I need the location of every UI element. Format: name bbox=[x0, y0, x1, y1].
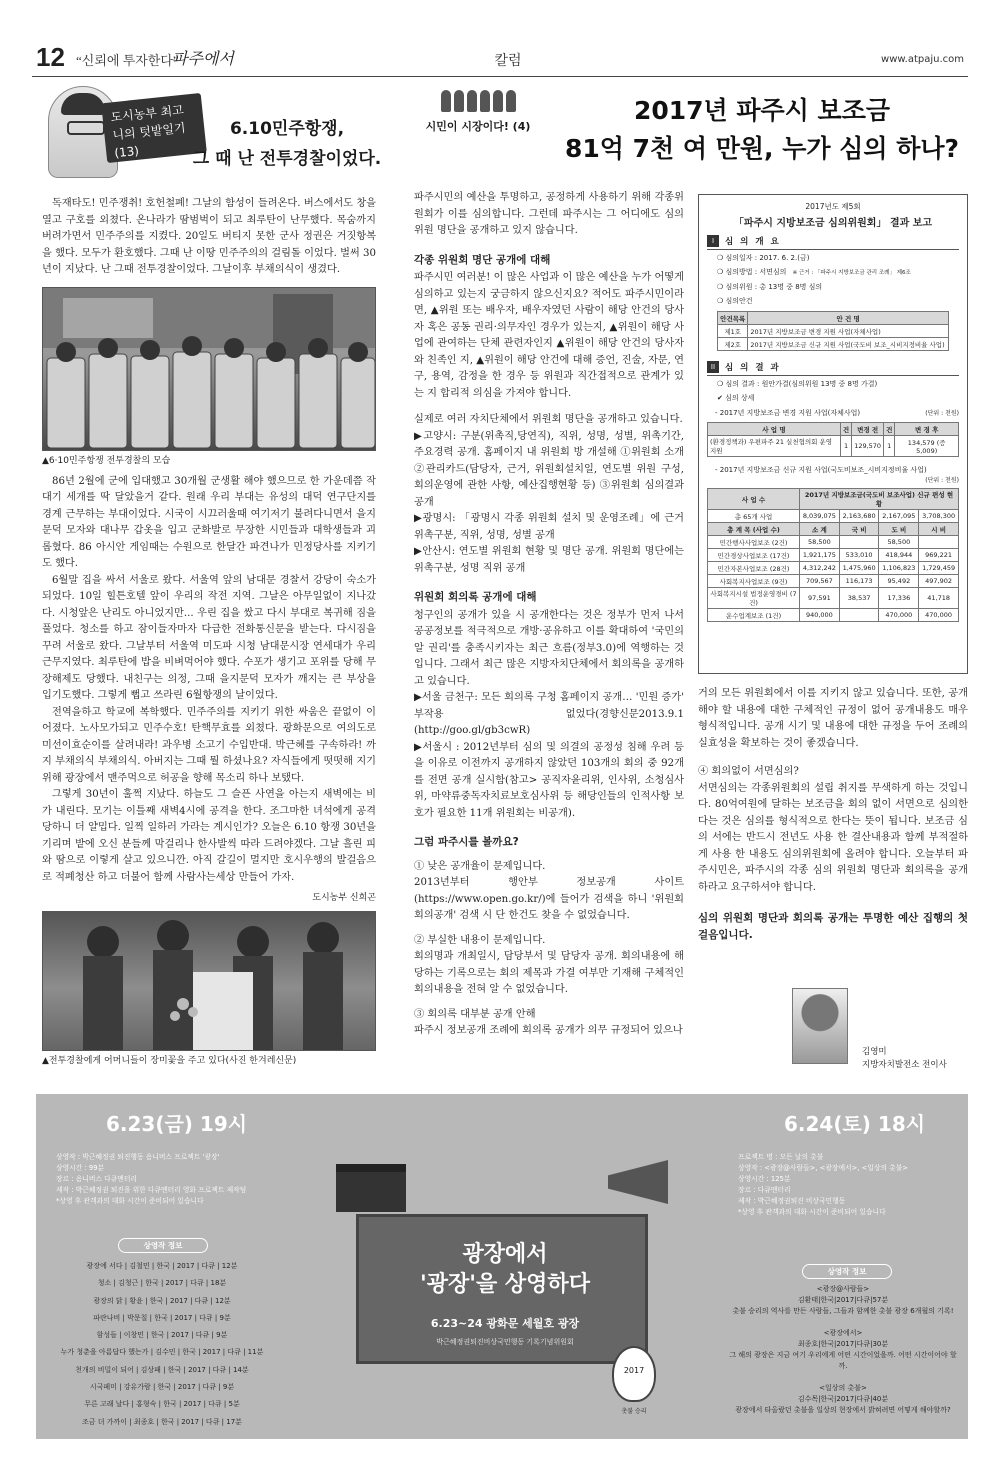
mothers-roses-graphic bbox=[43, 912, 376, 1051]
banner-list-item: *상영 후 관객과의 대화 시간이 준비되어 있습니다 bbox=[56, 1197, 204, 1205]
sub-header-row bbox=[708, 523, 959, 536]
banner-list-item: 김수목|한국|2017|다큐|40분 bbox=[797, 1395, 889, 1403]
review-method-note: ※ 근거 : 「파주시 지방보조금 관리 조례」 제6조 bbox=[792, 270, 911, 276]
paper-name-logo: 파주에서 bbox=[172, 49, 234, 68]
subsidy-row-cell: 116,173 bbox=[839, 575, 879, 588]
change-table-header: 건 bbox=[884, 423, 895, 436]
point-3-title: ③ 회의록 대부분 공개 안해 bbox=[414, 1008, 536, 1020]
main-headline-line-1: 2017년 파주시 보조금 bbox=[633, 96, 891, 125]
subsidy-row bbox=[708, 549, 959, 562]
banner-list-item: 광장에서 타올랐던 촛불을 일상의 현장에서 밝혀려면 어떻게 해야할까? bbox=[735, 1406, 951, 1414]
subsidy-row-cell: 95,492 bbox=[879, 575, 919, 588]
table-1-title bbox=[715, 408, 959, 418]
example-goyang: ▶고양시: 구분(위촉직,당연직), 직위, 성명, 성별, 위촉기간, 주요경력 공개. 홈페이지 내 위원회 방 개설해 ①위원회 소개 ②관리카드(담당자, 근거, 위원회설치일, 연도별 위원 구성, 회의운영에 관한 사항, 예산집행현황 등) ③위원회 심의결과 공개 bbox=[414, 430, 684, 508]
review-items: ❍ 심의안건 bbox=[717, 297, 753, 305]
sub-header-row-cell: 총 계 목 (사업 수) bbox=[708, 523, 800, 536]
conclusion: 심의 위원회 명단과 회의록 공개는 투명한 예산 집행의 첫걸음입니다. bbox=[698, 912, 968, 941]
agenda-cell: 2017년 지방보조금 변경 지원 사업(자체사업) bbox=[748, 325, 949, 338]
subsidy-row-cell: 533,010 bbox=[839, 549, 879, 562]
subsidy-row-cell: 민간경상사업보조 (17건) bbox=[708, 549, 800, 562]
column-header bbox=[42, 86, 382, 196]
subsidy-row-cell: 58,500 bbox=[879, 536, 919, 549]
total-row-cell: 3,708,300 bbox=[919, 510, 959, 523]
left-paragraph-3: 6월말 집을 싸서 서울로 왔다. 서울역 앞의 남대문 경찰서 강당이 숙소가 되었다. 10일 힐튼호텔 앞이 우리의 작전 지역. 그날은 아무일없이 지나갔다. 시청앞은 난리도 아니었지만... 우린 집을 쌌고 다시 부대로 복귀해 짐을 풀었다. 청소를 하고 잠이들자마자 다급한 전화통신문을 받는다. 다시짐을 꾸려 서울로 왔다. 그날부터 서울역 미도파 시청 남대문시장 연세대가 우리 근무지였다. 최루탄에 밥을 비벼먹어야 했다. 수포가 생기고 포위를 당해 무장해제도 당했다. 내친구는 의정, 그때 을지문덕 모자가 깨지는 큰 부상을 입기도했다. 그렇게 뻡고 쓰라린 6월항쟁의 날이었다. bbox=[42, 574, 376, 701]
subsidy-row-cell: 97,591 bbox=[800, 588, 840, 609]
subsidy-row-cell: 4,312,242 bbox=[800, 562, 840, 575]
banner-list-item: <일상의 촛불> bbox=[819, 1384, 867, 1392]
subsidy-row-cell bbox=[839, 609, 879, 622]
table-1-title-text: - 2017년 지방보조금 변경 지원 사업(자체사업) bbox=[715, 409, 861, 417]
sub-header-row-cell: 도 비 bbox=[879, 523, 919, 536]
subsidy-row-cell: 사회복지시설 법정운영경비 (7건) bbox=[708, 588, 800, 609]
series-badge bbox=[418, 90, 538, 144]
change-table-header: 변 경 후 bbox=[895, 423, 959, 436]
review-members: ❍ 심의위원 : 총 13명 중 8명 심의 bbox=[717, 283, 823, 291]
banner-list-item: 광장의 닭 | 황윤 | 한국 | 2017 | 다큐 | 12분 bbox=[93, 1296, 231, 1305]
change-table-cell: 129,570 bbox=[852, 436, 884, 457]
change-table-cell: 134,579 (증 5,009) bbox=[895, 436, 959, 457]
subhead-minutes: 위원회 회의록 공개에 대해 bbox=[414, 591, 537, 603]
minutes-text: 청구인의 공개가 있을 시 공개한다는 것은 정부가 먼저 나서 공공정보를 적극적으로 개방·공유하고 이를 확대하여 '국민의 알 권리'를 충족시키자는 최근 흐름(정부3.0)에 역행하는 것입니다. 그래서 최근 많은 지방자치단체에서 회의록을 공개하고 있습니다. bbox=[414, 609, 684, 687]
banner-center bbox=[336, 1124, 668, 1424]
site-url: www.atpaju.com bbox=[881, 54, 964, 65]
left-headline-line-1: 6.10민주항쟁, bbox=[229, 119, 345, 139]
main-article-column-1 bbox=[414, 190, 684, 1040]
series-tag: 도시농부 최고니의 텃밭일기 (13) bbox=[101, 93, 207, 163]
subsidy-row-cell: 709,567 bbox=[800, 575, 840, 588]
section-2-number: II bbox=[707, 361, 719, 373]
banner-list-item: 파란나비 | 박문칠 | 한국 | 2017 | 다큐 | 9분 bbox=[93, 1313, 231, 1322]
mothers-roses-photo bbox=[42, 911, 376, 1051]
citizens-icon bbox=[418, 90, 538, 114]
point-3-text: 파주시 정보공개 조례에 회의록 공개가 의무 규정되어 있으나 bbox=[414, 1025, 683, 1036]
banner-list-item bbox=[728, 1372, 958, 1383]
banner-organizer: 박근혜정권퇴진비상국민행동 기록기념위원회 bbox=[436, 1338, 574, 1346]
subsidy-row-cell: 사회복지사업보조 (9건) bbox=[708, 575, 800, 588]
left-byline: 도시농부 신희곤 bbox=[312, 893, 376, 903]
agenda-cell: 제1호 bbox=[718, 325, 748, 338]
agenda-row bbox=[718, 325, 949, 338]
banner-list-item: 촛불 승리의 역사를 만든 사람들, 그들과 함께한 촛불 광장 6개월의 기록! bbox=[732, 1307, 954, 1315]
riot-shields-graphic bbox=[43, 288, 376, 451]
banner-list-item: 청소 | 김청근 | 한국 | 2017 | 다큐 | 18분 bbox=[97, 1279, 227, 1288]
subsidy-row bbox=[708, 536, 959, 549]
subsidy-row-cell: 38,537 bbox=[839, 588, 879, 609]
table-2-unit: (단위 : 천원) bbox=[925, 477, 959, 484]
header-rule bbox=[32, 76, 968, 77]
review-result: ❍ 심의 결과 : 원안가결(심의위원 13명 중 8명 가결) bbox=[717, 380, 878, 388]
banner-left-info bbox=[56, 1152, 276, 1207]
subsidy-row-cell: 58,500 bbox=[800, 536, 840, 549]
paper-slogan: “신뢰에 투자한다” bbox=[76, 53, 179, 68]
banner-list-item: 장르 : 다큐멘터리 bbox=[738, 1186, 791, 1194]
subsidy-row-cell: 418,944 bbox=[879, 549, 919, 562]
section-1-title: 심 의 개 요 bbox=[725, 237, 781, 247]
subsidy-row bbox=[708, 562, 959, 575]
point-2-text: 회의명과 개최일시, 담당부서 및 담당자 공개. 회의내용에 해당하는 기록으로는 회의 제목과 가결 여부만 기재해 구체적인 회의내용을 전혀 알 수 없었습니다. bbox=[414, 951, 684, 995]
banner-right-list bbox=[728, 1284, 958, 1416]
banner-list-item bbox=[728, 1317, 958, 1328]
change-table-cell: 1 bbox=[884, 436, 895, 457]
banner-list-item: 상영작 : <광장@사람들>, <광장에서>, <일상의 촛불> bbox=[738, 1164, 908, 1172]
review-method-text: ❍ 심의방법 : 서면심의 bbox=[717, 268, 787, 276]
change-table-cell: 1 bbox=[840, 436, 851, 457]
page-number: 12 bbox=[36, 42, 65, 72]
agenda-table bbox=[717, 311, 949, 351]
subsidy-row-cell bbox=[839, 536, 879, 549]
example-geumcheon: ▶서울 금천구: 모든 회의록 구청 홈페이지 공개… '민원 증가' 부작용 없었다(경향신문2013.9.1 (http://goo.gl/gb3cwR) bbox=[414, 692, 684, 736]
subsidy-row-cell: 17,336 bbox=[879, 588, 919, 609]
banner-list-item: 천개의 비밀이 되어 | 김상패 | 한국 | 2017 | 다큐 | 14분 bbox=[75, 1365, 249, 1374]
page-header bbox=[32, 40, 968, 80]
banner-right-list-title: 상영작 정보 bbox=[802, 1264, 892, 1279]
banner-list-item: 누가 청춘을 아름답다 했는가 | 김수민 | 한국 | 2017 | 다큐 | 11분 bbox=[60, 1348, 264, 1357]
left-paragraph-4: 전역을하고 학교에 복학했다. 민주주의를 지키기 위한 싸움은 끝없이 이어졌다. 노사모가되고 민주수호! 탄핵무효를 외쳤다. 광화문으로 여의도로 미선이효순이를 살려내라! 과우병 소고기 수입반대. 박근혜를 구속하라! 까지 부채의식 부채의식. 아버지는 그때 뭘 하셨나요? 자식들에게 떳떳해 지기위해 광장에서 맨주먹으로 허공을 향해 목소리 하나 보탰다. bbox=[42, 706, 376, 784]
agenda-header: 안건목록 bbox=[718, 312, 748, 325]
subsidy-row-cell: 민간자본사업보조 (28건) bbox=[708, 562, 800, 575]
agenda-header: 안 건 명 bbox=[748, 312, 949, 325]
banner-list-item: 조금 더 가까이 | 최종호 | 한국 | 2017 | 다큐 | 17분 bbox=[82, 1417, 242, 1426]
banner-left-date: 6.23(금) 19시 bbox=[106, 1112, 248, 1136]
sub-header-row-cell: 소 계 bbox=[800, 523, 840, 536]
photo-1-caption: ▲6·10민주항쟁 전투경찰의 모습 bbox=[42, 455, 171, 466]
banner-left-list-title: 상영작 정보 bbox=[118, 1238, 208, 1253]
banner-list-item: 제작 : 박근혜정권 퇴진을 위한 다큐멘터리 영화 프로젝트 제작팀 bbox=[56, 1186, 247, 1194]
series-label: 시민이 시장이다! (4) bbox=[425, 120, 531, 133]
subsidy-row-cell: 940,000 bbox=[800, 609, 840, 622]
subsidy-row-cell: 민간행사사업보조 (2건) bbox=[708, 536, 800, 549]
subsidy-row bbox=[708, 588, 959, 609]
banner-list-item: 무른 고래 날다 | 홍형숙 | 한국 | 2017 | 다큐 | 5분 bbox=[84, 1400, 240, 1409]
total-row bbox=[708, 510, 959, 523]
banner-list-item: 함성들 | 이창민 | 한국 | 2017 | 다큐 | 9분 bbox=[96, 1331, 228, 1340]
subhead-paju: 그럼 파주시를 볼까요? bbox=[414, 836, 519, 848]
banner-list-item: 장르 : 옴니버스 다큐멘터리 bbox=[56, 1175, 137, 1183]
example-ansan: ▶안산시: 연도별 위원회 현황 및 명단 공개. 위원회 명단에는 위촉구분, 성명 직위 공개 bbox=[414, 546, 684, 574]
subhead-member-list: 각종 위원회 명단 공개에 대해 bbox=[414, 253, 551, 266]
new-subsidy-table bbox=[707, 488, 959, 622]
section-1-number: I bbox=[707, 235, 719, 247]
riot-police-photo bbox=[42, 287, 376, 451]
subsidy-report-box bbox=[698, 194, 968, 674]
total-row-cell: 2,167,095 bbox=[879, 510, 919, 523]
subsidy-row bbox=[708, 575, 959, 588]
author-photo bbox=[792, 988, 848, 1064]
main-headline bbox=[552, 92, 972, 168]
banner-title-1: 광장에서 bbox=[462, 1242, 548, 1267]
banner-list-item: <광장에서> bbox=[823, 1329, 863, 1337]
change-table-header: 사 업 명 bbox=[708, 423, 841, 436]
banner-screen bbox=[356, 1214, 648, 1364]
main-article-column-2 bbox=[698, 686, 968, 945]
left-headline bbox=[192, 114, 382, 174]
left-headline-line-2: 그 때 난 전투경찰이었다. bbox=[192, 149, 382, 169]
point-1-title: ① 낮은 공개율이 문제입니다. bbox=[414, 860, 546, 872]
report-title: 「파주시 지방보조금 심의위원회」 결과 보고 bbox=[733, 218, 933, 229]
sub-header-row-cell: 국 비 bbox=[839, 523, 879, 536]
section-name: 칼럼 bbox=[494, 53, 522, 69]
point-2-title: ② 부실한 내용이 문제입니다. bbox=[414, 934, 546, 946]
subsidy-row-cell: 470,000 bbox=[919, 609, 959, 622]
subsidy-row-cell: 497,902 bbox=[919, 575, 959, 588]
total-row-cell: 2,163,680 bbox=[839, 510, 879, 523]
table-2-title: - 2017년 지방보조금 신규 지원 사업(국도비보조_시비지정비율 사업) bbox=[715, 466, 927, 474]
left-article bbox=[42, 86, 382, 1068]
left-paragraph-5: 그렇게 30년이 훌쩍 지났다. 하늘도 그 슬픈 사연을 아는지 새벽에는 비가 내린다. 모기는 이틀째 새벽4시에 공격을 한다. 조그마한 녀석에게 공격 당하니 더 얄밉다. 일찍 일하러 가라는 계시인가? 오늘은 6.10 항쟁 30년을 기리며 밭에 오신 분들께 막걸리나 한사발씩 따라 드려야겠다. 그날 흘린 피와 땀으로 이렇게 살고 있으니깐. 아직 갈길이 멀지만 호시우행의 발걸음으로 적폐청산 하고 더불어 함께 사람사는세상 만들어 가자. bbox=[42, 789, 376, 883]
banner-right-info bbox=[738, 1152, 958, 1218]
change-table bbox=[707, 422, 959, 457]
sub-header-row-cell: 시 비 bbox=[919, 523, 959, 536]
candle-mascot-label: 촛불 승리 bbox=[621, 1408, 647, 1415]
photo-2-caption: ▲전투경찰에게 어머니들이 장미꽃을 주고 있다(사진 한겨레신문) bbox=[42, 1056, 297, 1066]
change-table-header: 변경 전 bbox=[852, 423, 884, 436]
author-title: 지방자치발전소 전이사 bbox=[862, 1060, 947, 1070]
left-paragraph-1: 독재타도! 민주쟁취! 호헌철폐! 그날의 함성이 들려온다. 버스에서도 창을 열고 구호를 외쳤다. 온나라가 땀범벅이 되고 최루탄이 난무했다. 목숨까지 버려가면서 민주주의를 지켰다. 20일도 버티지 못한 군사 정권은 거짓항복을 했다. 모두가 환호했다. 그때 난 이땅 민주주의의 걸림돌 이었다. 벌써 30년이 지났다. 난 그때 전투경찰이었다. 그날이후 부채의식이 생겼다. bbox=[42, 198, 376, 275]
author-name: 김영미 bbox=[862, 1047, 887, 1057]
example-gwangmyeong: ▶광명시: 「광명시 각종 위원회 설치 및 운영조례」에 근거 위촉구분, 직위, 성명, 성별 공개 bbox=[414, 513, 684, 541]
megaphone-icon bbox=[608, 1160, 668, 1204]
main-headline-line-2: 81억 7천 여 만원, 누가 심의 하나? bbox=[564, 134, 960, 163]
member-list-text: 파주시민 여러분! 이 많은 사업과 이 많은 예산을 누가 어떻게 심의하고 있는지 궁금하지 않으신지요? 적어도 파주시민이라면, ▲위원 또는 배우자, 배우자였던 사람이 해당 안건의 당사자 혹은 공동 권리·의무자인 경우가 있는지, ▲위원이 해당 사업에 관여하는 단체 관련자인지 ▲위원이 해당 안건의 당사자와 친족인 지, ▲위원이 해당 안건에 대해 증언, 진술, 자문, 연구, 용역, 감정을 한 경우 등 위원과 직간접적으로 관계가 있는 지 합리적 의심을 가져야 합니다. bbox=[414, 272, 684, 399]
banner-list-item: 상영작 : 박근혜정권 퇴진행동 옴니버스 프로젝트 '광장' bbox=[56, 1153, 220, 1161]
point-4-text: 서면심의는 각종위원회의 설립 취지를 무색하게 하는 것입니다. 80억여원에 달하는 보조금을 회의 없이 서면으로 심의한다는 것은 심의를 형식적으로 한다는 뜻이 됩니다. 보조금 심의 서에는 반드시 전년도 사용 한 결산내용과 함께 부적절하게 사용 한 내용도 심의위원회에 올려야 합니다. 오늘부터 파주시민은, 파주시의 각종 심의 위원회 명단과 회의록을 공개 하라고 요구하셔야 합니다. bbox=[698, 782, 968, 893]
report-section-2 bbox=[707, 361, 959, 376]
banner-left-list bbox=[52, 1258, 272, 1431]
subsidy-row-cell: 운수업계보조 (1건) bbox=[708, 609, 800, 622]
subsidy-row-cell bbox=[919, 536, 959, 549]
report-section-1 bbox=[707, 235, 959, 250]
banner-title-2: '광장'을 상영하다 bbox=[420, 1272, 590, 1297]
member-list-text-2: 실제로 여러 자치단체에서 위원회 명단을 공개하고 있습니다. bbox=[414, 414, 683, 425]
t2-header-status: 2017년 지방보조금(국도비 보조사업) 신규 편성 현황 bbox=[800, 489, 959, 510]
intro-paragraph: 파주시민의 예산을 투명하고, 공정하게 사용하기 위해 각종위원회가 이를 심의합니다. 그런데 파주시는 그 어디에도 심의위원 명단을 공개하고 있지 않습니다. bbox=[414, 192, 684, 236]
banner-list-item: 최종호|한국|2017|다큐|30분 bbox=[797, 1340, 889, 1348]
banner-place: 6.23~24 광화문 세월호 광장 bbox=[430, 1317, 580, 1330]
section-2-title: 심 의 결 과 bbox=[725, 363, 781, 373]
banner-list-item: <광장@사람들> bbox=[816, 1285, 870, 1293]
agenda-cell: 제2호 bbox=[718, 338, 748, 351]
banner-list-item: 그 해의 광장은 지금 여기 우리에게 어떤 시간이었을까. 어떤 시간이어야 할까. bbox=[729, 1351, 957, 1370]
point-4-title: ④ 회의없이 서면심의? bbox=[698, 766, 799, 777]
change-table-header: 건 bbox=[840, 423, 851, 436]
point-1-text: 2013년부터 행안부 정보공개 사이트(https://www.open.go.kr/)에 들어가 검색을 하니 '위원회 회의공개' 검색 시 단 한건도 찾을 수 없었습니다. bbox=[414, 877, 684, 921]
subsidy-row-cell: 969,221 bbox=[919, 549, 959, 562]
banner-list-item: 김환태|한국|2017|다큐|57분 bbox=[797, 1296, 889, 1304]
total-row-cell: 8,039,075 bbox=[800, 510, 840, 523]
banner-list-item: 제작 : 박근혜정권퇴진 비상국민행동 bbox=[738, 1197, 846, 1205]
subsidy-row-cell: 1,106,823 bbox=[879, 562, 919, 575]
subsidy-row-cell: 1,729,459 bbox=[919, 562, 959, 575]
review-detail: ✔ 심의 상세 bbox=[717, 394, 755, 402]
example-seoul: ▶서울시 : 2012년부터 심의 및 의결의 공정성 침해 우려 등을 이유로 이전까지 공개하지 않았던 103개의 회의 중 92개를 전면 공개 실시함(참고> 공직자윤리위, 인사위, 소청심사위, 마약류중독자치료보호심사위 등 해당인들의 인적사항 보호가 필요한 11개 위원회는 비공개). bbox=[414, 741, 684, 819]
subsidy-row-cell: 1,475,960 bbox=[839, 562, 879, 575]
banner-list-item: 프로젝트 명 : 모든 날의 촛불 bbox=[738, 1153, 824, 1161]
review-method bbox=[717, 267, 959, 279]
table-1-unit: (단위 : 천원) bbox=[925, 410, 959, 417]
point-3-continued: 거의 모든 위원회에서 이를 지키지 않고 있습니다. 또한, 공개해야 할 내용에 대한 구체적인 규정이 없어 공개내용도 매우 형식적입니다. 공개 시기 및 내용에 대한 규정을 두어 조례의 실효성을 확보하는 것이 좋겠습니다. bbox=[698, 688, 968, 749]
screening-banner bbox=[36, 1094, 968, 1439]
banner-list-item: *상영 후 관객과의 대화 시간이 준비되어 있습니다 bbox=[738, 1208, 886, 1216]
banner-list-item: 시국페미 | 강유가람 | 한국 | 2017 | 다큐 | 9분 bbox=[89, 1383, 235, 1392]
total-row-cell: 총 65개 사업 bbox=[708, 510, 800, 523]
banner-list-item: 상영시간 : 99분 bbox=[56, 1164, 105, 1172]
author-info bbox=[862, 1046, 947, 1072]
banner-list-item: 광장에 서다 | 김철민 | 한국 | 2017 | 다큐 | 12분 bbox=[86, 1262, 238, 1270]
banner-list-item: 상영시간 : 125분 bbox=[738, 1175, 791, 1183]
clapperboard-icon bbox=[336, 1164, 406, 1212]
left-paragraph-2: 86년 2월에 군에 입대했고 30개월 군생활 해야 했으므로 한 가운데쯤 작대기 세개를 딱 달았을거 같다. 원래 우리 부대는 유성의 대덕 연구단지를 경계 근무하는 부대이었다. 시국이 시끄러울때 여기저기 불려다니면서 을지문덕 모자와 대나무 갑옷을 입고 군화발로 무장한 시민들과 대학생들과 괴롭혔다. 86 아시안 게임때는 수원으로 한달간 파견나가 민정당사를 지키기도 했다. bbox=[42, 475, 376, 569]
agenda-row bbox=[718, 338, 949, 351]
candle-mascot-icon: 2017 bbox=[612, 1346, 656, 1402]
subsidy-row-cell: 41,718 bbox=[919, 588, 959, 609]
subsidy-row bbox=[708, 609, 959, 622]
agenda-cell: 2017년 지방보조금 신규 지원 사업(국도비 보조_시비지정비율 사업) bbox=[748, 338, 949, 351]
change-table-cell: (환경정책과) 우편파주 21 실천협의회 운영 지원 bbox=[708, 436, 841, 457]
report-year: 2017년도 제5회 bbox=[805, 202, 861, 211]
t2-header-count: 사 업 수 bbox=[708, 489, 800, 510]
subsidy-row-cell: 1,921,175 bbox=[800, 549, 840, 562]
review-date: ❍ 심의일자 : 2017. 6. 2.(금) bbox=[717, 254, 810, 262]
subsidy-row-cell: 470,000 bbox=[879, 609, 919, 622]
banner-right-date: 6.24(토) 18시 bbox=[784, 1112, 926, 1136]
